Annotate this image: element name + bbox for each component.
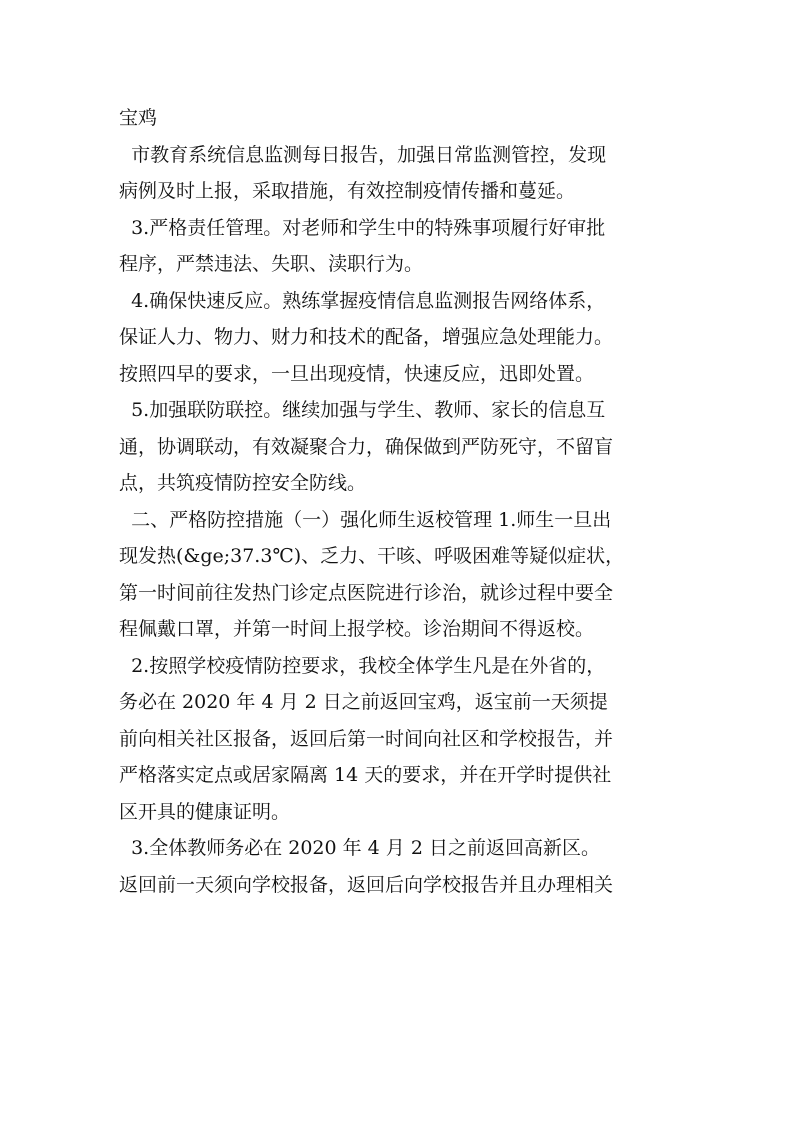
text-line: 保证人力、物力、财力和技术的配备，增强应急处理能力。	[119, 326, 614, 348]
text-line: 二、严格防控措施（一）强化师生返校管理 1.师生一旦出	[119, 508, 612, 531]
text-line: 务必在 2020 年 4 月 2 日之前返回宝鸡，返宝前一天须提	[119, 691, 608, 713]
text-line: 返回前一天须向学校报备，返回后向学校报告并且办理相关	[119, 873, 614, 896]
text-line: 通，协调联动，有效凝聚合力，确保做到严防死守，不留盲	[119, 435, 614, 458]
text-line: 5.加强联防联控。继续加强与学生、教师、家长的信息互	[119, 399, 606, 421]
text-line: 市教育系统信息监测每日报告，加强日常监测管控，发现	[119, 143, 607, 166]
text-line: 3.全体教师务必在 2020 年 4 月 2 日之前返回高新区。	[119, 837, 600, 859]
text-line: 3.严格责任管理。对老师和学生中的特殊事项履行好审批	[119, 216, 606, 239]
text-line: 程佩戴口罩，并第一时间上报学校。诊治期间不得返校。	[119, 618, 595, 640]
text-line: 病例及时上报，采取措施，有效控制疫情传播和蔓延。	[119, 180, 576, 202]
text-line: 区开具的健康证明。	[119, 800, 291, 823]
text-line: 4.确保快速反应。熟练掌握疫情信息监测报告网络体系，	[119, 289, 606, 312]
text-line: 程序，严禁违法、失职、渎职行为。	[119, 253, 424, 275]
text-line: 点，共筑疫情防控安全防线。	[119, 472, 367, 494]
document-body	[119, 100, 679, 903]
text-line: 前向相关社区报备，返回后第一时间向社区和学校报告，并	[119, 727, 614, 750]
text-line: 严格落实定点或居家隔离 14 天的要求，并在开学时提供社	[119, 764, 612, 786]
text-line: 按照四早的要求，一旦出现疫情，快速反应，迅即处置。	[119, 362, 595, 385]
text-line: 第一时间前往发热门诊定点医院进行诊治，就诊过程中要全	[119, 581, 614, 604]
text-line: 宝鸡	[119, 107, 158, 129]
text-line: 现发热(&ge;37.3℃)、乏力、干咳、呼吸困难等疑似症状，	[119, 545, 625, 567]
text-line: 2.按照学校疫情防控要求，我校全体学生凡是在外省的，	[119, 654, 606, 677]
